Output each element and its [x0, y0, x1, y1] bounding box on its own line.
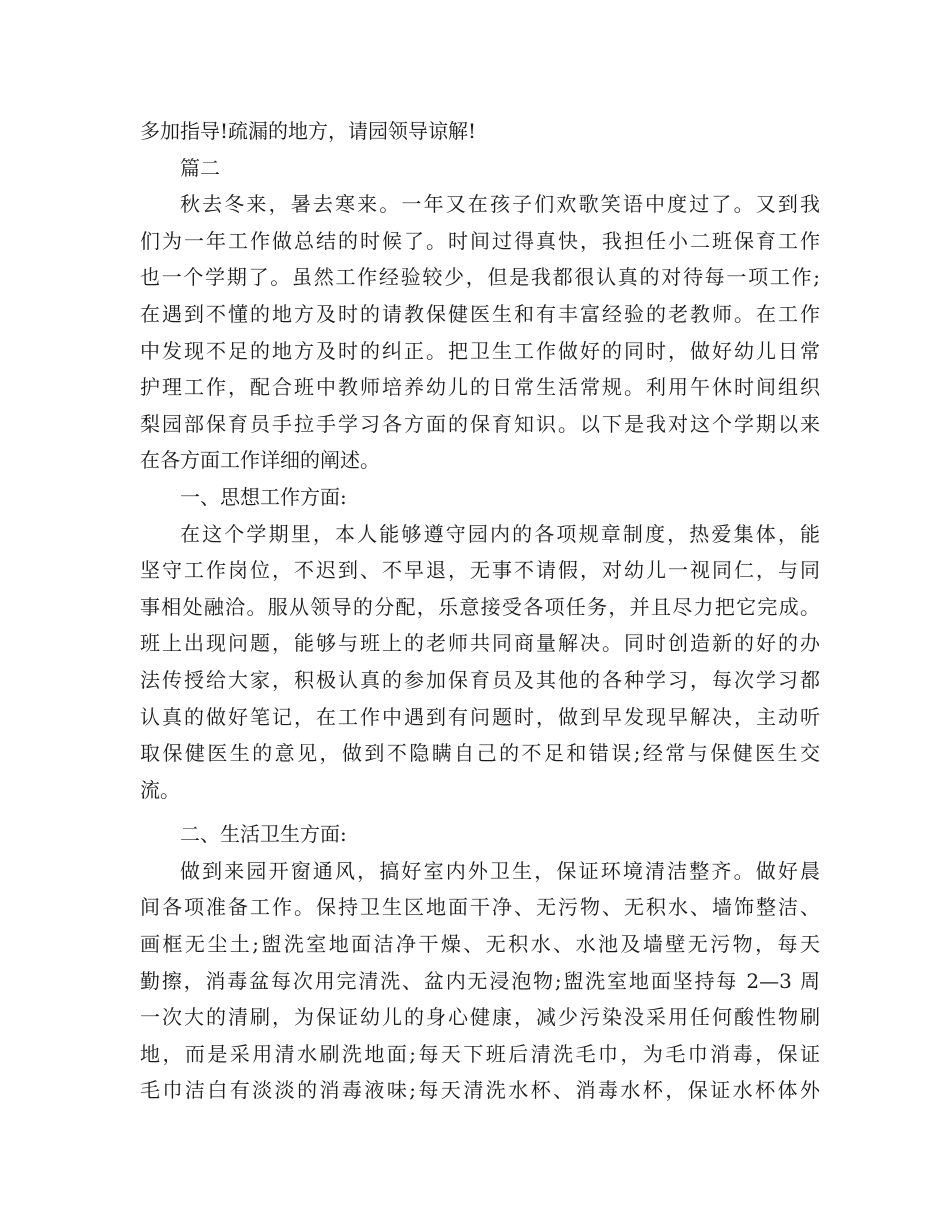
text-line: 也一个学期了。虽然工作经验较少，但是我都很认真的对待每一项工作;	[140, 265, 820, 290]
text-line: 在各方面工作详细的阐述。	[140, 448, 380, 473]
section-heading-hygiene: 二、生活卫生方面:	[180, 822, 347, 847]
paragraph-thought	[140, 516, 820, 809]
text-line: 中发现不足的地方及时的纠正。把卫生工作做好的同时，做好幼儿日常	[140, 338, 820, 363]
text-line: 坚守工作岗位，不迟到、不早退，无事不请假，对幼儿一视同仁，与同	[140, 558, 820, 583]
text-line: 做到来园开窗通风，搞好室内外卫生，保证环境清洁整齐。做好晨	[180, 858, 820, 883]
text-line: 毛巾洁白有淡淡的消毒液味;每天清洗水杯、消毒水杯，保证水杯体外	[140, 1078, 820, 1103]
text-line: 勤擦，消毒盆每次用完清洗、盆内无浸泡物;盥洗室地面坚持每 2—3 周	[140, 968, 820, 993]
text-line: 流。	[140, 777, 180, 802]
text-line: 护理工作，配合班中教师培养幼儿的日常生活常规。利用午休时间组织	[140, 375, 820, 400]
text-line: 秋去冬来，暑去寒来。一年又在孩子们欢歌笑语中度过了。又到我	[180, 192, 820, 217]
text-line: 们为一年工作做总结的时候了。时间过得真快，我担任小二班保育工作	[140, 228, 820, 253]
paragraph-intro	[140, 186, 820, 479]
text-line: 地，而是采用清水刷洗地面;每天下班后清洗毛巾，为毛巾消毒，保证	[140, 1041, 820, 1066]
text-line: 事相处融洽。服从领导的分配，乐意接受各项任务，并且尽力把它完成。	[140, 594, 820, 619]
section-title: 篇二	[180, 155, 220, 180]
paragraph-hygiene	[140, 853, 820, 1109]
text-line: 取保健医生的意见，做到不隐瞒自己的不足和错误;经常与保健医生交	[140, 741, 820, 766]
text-line: 在这个学期里，本人能够遵守园内的各项规章制度，热爱集体，能	[180, 521, 820, 546]
text-line: 在遇到不懂的地方及时的请教保健医生和有丰富经验的老教师。在工作	[140, 301, 820, 326]
text-line: 法传授给大家，积极认真的参加保育员及其他的各种学习，每次学习都	[140, 667, 820, 692]
section-heading-thought: 一、思想工作方面:	[180, 484, 347, 509]
document-body	[140, 113, 820, 1109]
text-line: 班上出现问题，能够与班上的老师共同商量解决。同时创造新的好的办	[140, 631, 820, 656]
text-line: 画框无尘土;盥洗室地面洁净干燥、无积水、水池及墙壁无污物，每天	[140, 932, 820, 957]
text-line: 认真的做好笔记，在工作中遇到有问题时，做到早发现早解决，主动听	[140, 704, 820, 729]
text-line: 间各项准备工作。保持卫生区地面干净、无污物、无积水、墙饰整洁、	[140, 895, 820, 920]
text-line: 一次大的清刷，为保证幼儿的身心健康，减少污染没采用任何酸性物刷	[140, 1005, 820, 1030]
text-line: 梨园部保育员手拉手学习各方面的保育知识。以下是我对这个学期以来	[140, 411, 820, 436]
opening-line: 多加指导!疏漏的地方，请园领导谅解!	[140, 119, 477, 143]
